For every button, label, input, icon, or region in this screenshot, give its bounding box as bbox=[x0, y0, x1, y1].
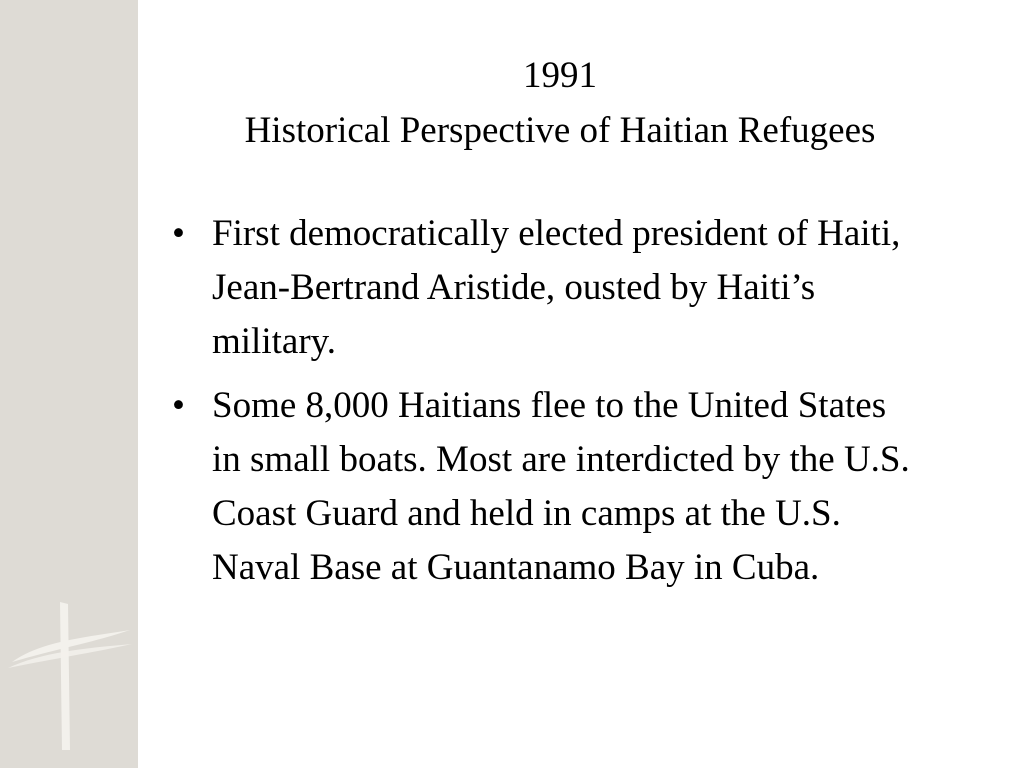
bullet-icon: • bbox=[172, 213, 185, 254]
bullet-text: First democratically elected president of Haiti, Jean-Bertrand Aristide, ousted by Haiti’s military. bbox=[212, 213, 901, 362]
bullet-list bbox=[170, 207, 930, 605]
bullet-icon: • bbox=[172, 385, 185, 426]
list-item bbox=[170, 207, 902, 369]
cross-with-waves-icon bbox=[0, 590, 138, 760]
title-year: 1991 bbox=[523, 55, 597, 96]
bullet-text: Some 8,000 Haitians flee to the United States in small boats. Most are interdicted by the U.S. Coast Guard and held in camps at the U.S. Naval Base at Guantanamo Bay in Cuba. bbox=[212, 385, 910, 588]
list-item bbox=[170, 379, 912, 595]
slide-title bbox=[150, 48, 970, 158]
title-heading: Historical Perspective of Haitian Refugees bbox=[244, 110, 876, 151]
